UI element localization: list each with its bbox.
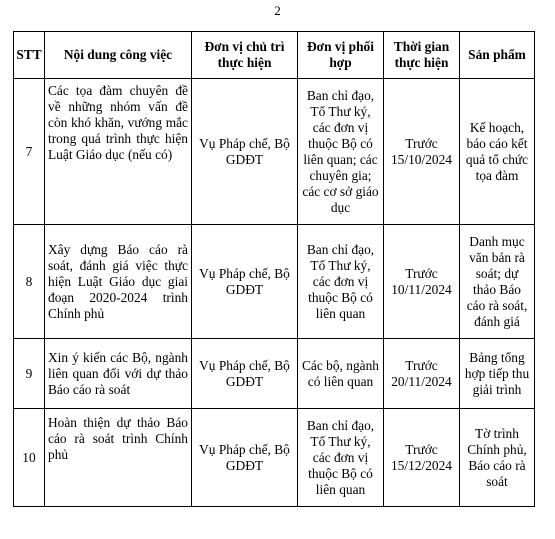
row-content: Các tọa đàm chuyên đề về những nhóm vấn đề còn khó khăn, vướng mắc trong quá trình thực hiện Luật Giáo dục (nếu có): [45, 79, 192, 225]
header-content: Nội dung công việc: [45, 32, 192, 79]
header-deadline: Thời gian thực hiện: [384, 32, 460, 79]
row-stt: 10: [14, 409, 45, 507]
row-lead-unit: Vụ Pháp chế, Bộ GDĐT: [192, 339, 298, 409]
row-lead-unit: Vụ Pháp chế, Bộ GDĐT: [192, 225, 298, 339]
row-lead-unit: Vụ Pháp chế, Bộ GDĐT: [192, 79, 298, 225]
row-product: Kế hoạch, báo cáo kết quả tổ chức tọa đàm: [460, 79, 535, 225]
row-stt: 8: [14, 225, 45, 339]
header-lead-unit: Đơn vị chủ trì thực hiện: [192, 32, 298, 79]
page-number: 2: [274, 3, 281, 18]
header-stt: STT: [14, 32, 45, 79]
row-product: Tờ trình Chính phủ, Báo cáo rà soát: [460, 409, 535, 507]
row-content: Xây dựng Báo cáo rà soát, đánh giá việc thực hiện Luật Giáo dục giai đoạn 2020-2024 trình Chính phủ: [45, 225, 192, 339]
row-coordinating-unit: Ban chỉ đạo, Tổ Thư ký, các đơn vị thuộc Bộ có liên quan; các chuyên gia; các cơ sở giáo dục: [298, 79, 384, 225]
row-lead-unit: Vụ Pháp chế, Bộ GDĐT: [192, 409, 298, 507]
row-deadline: Trước 10/11/2024: [384, 225, 460, 339]
table-header-row: [14, 32, 535, 79]
row-stt: 9: [14, 339, 45, 409]
table-row: [14, 339, 535, 409]
row-coordinating-unit: Ban chỉ đạo, Tổ Thư ký, các đơn vị thuộc Bộ có liên quan: [298, 409, 384, 507]
row-content: Xin ý kiến các Bộ, ngành liên quan đối với dự thảo Báo cáo rà soát: [45, 339, 192, 409]
row-deadline: Trước 15/10/2024: [384, 79, 460, 225]
row-coordinating-unit: Các bộ, ngành có liên quan: [298, 339, 384, 409]
header-coordinating-unit: Đơn vị phối hợp: [298, 32, 384, 79]
table-row: [14, 79, 535, 225]
row-coordinating-unit: Ban chỉ đạo, Tổ Thư ký, các đơn vị thuộc Bộ có liên quan: [298, 225, 384, 339]
row-product: Bảng tổng hợp tiếp thu giải trình: [460, 339, 535, 409]
row-stt: 7: [14, 79, 45, 225]
row-deadline: Trước 15/12/2024: [384, 409, 460, 507]
row-product: Danh mục văn bản rà soát; dự thảo Báo cáo rà soát, đánh giá: [460, 225, 535, 339]
row-deadline: Trước 20/11/2024: [384, 339, 460, 409]
row-content: Hoàn thiện dự thảo Báo cáo rà soát trình Chính phủ: [45, 409, 192, 507]
table-row: [14, 225, 535, 339]
work-plan-table: [13, 31, 535, 507]
table-row: [14, 409, 535, 507]
header-product: Sản phẩm: [460, 32, 535, 79]
